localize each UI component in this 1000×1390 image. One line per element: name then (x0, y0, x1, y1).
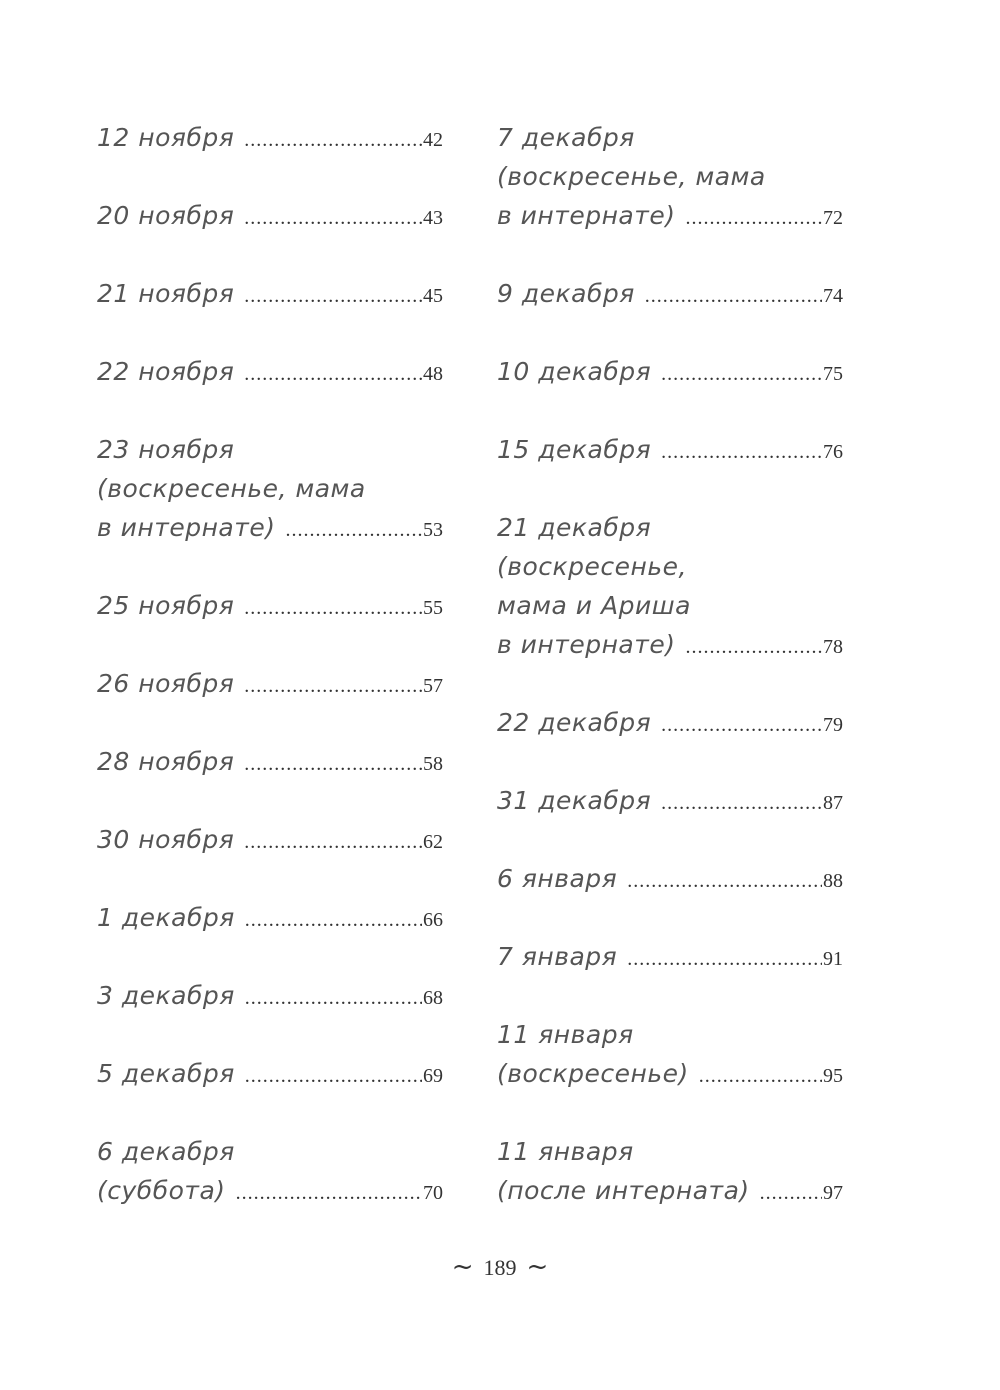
toc-entry-title: 21 ноября (97, 279, 235, 308)
toc-entry-line (497, 352, 843, 391)
toc-entry-title: в интернате) (97, 513, 276, 542)
dot-leader (245, 901, 422, 940)
toc-entry-line (97, 1132, 443, 1171)
toc-entry-page-number: 45 (423, 285, 443, 307)
dot-leader (645, 277, 822, 316)
folio-left-ornament: ~ (451, 1252, 474, 1282)
toc-entry-page-number: 57 (423, 675, 443, 697)
page-number-footer (0, 1252, 1000, 1282)
dot-leader (244, 667, 422, 706)
toc-entry-page-number: 79 (823, 714, 843, 736)
toc-entry-title: (после интерната) (497, 1176, 750, 1205)
dot-leader (244, 199, 422, 238)
toc-entry-title: 5 декабря (97, 1059, 235, 1088)
toc-entry-title: 6 декабря (97, 1137, 235, 1166)
toc-entry-page-number: 43 (423, 207, 443, 229)
dot-leader (699, 1057, 822, 1096)
toc-entry-title: 11 января (497, 1020, 634, 1049)
toc-entry-line (497, 1171, 843, 1210)
toc-entry[interactable] (497, 274, 843, 313)
toc-entry-page-number: 97 (823, 1182, 843, 1204)
toc-entry-line (497, 781, 843, 820)
toc-entry-title: 20 ноября (97, 201, 235, 230)
dot-leader (627, 862, 822, 901)
toc-entry-title: 28 ноября (97, 747, 235, 776)
toc-entry[interactable] (97, 352, 443, 391)
dot-leader (244, 745, 422, 784)
toc-entry[interactable] (97, 586, 443, 625)
dot-leader (244, 823, 422, 862)
toc-entry[interactable] (97, 274, 443, 313)
toc-entry-line (497, 1054, 843, 1093)
toc-entry-line (97, 820, 443, 859)
toc-entry[interactable] (497, 859, 843, 898)
toc-entry-title: 1 декабря (97, 903, 235, 932)
toc-entry[interactable] (97, 976, 443, 1015)
toc-entry-title: 7 декабря (497, 123, 635, 152)
toc-entry-line (97, 976, 443, 1015)
toc-entry-page-number: 66 (423, 909, 443, 931)
toc-entry-line (97, 586, 443, 625)
toc-entry[interactable] (497, 703, 843, 742)
dot-leader (244, 277, 422, 316)
dot-leader (661, 706, 822, 745)
toc-entry-page-number: 70 (423, 1182, 443, 1204)
toc-entry-line (497, 118, 843, 157)
toc-entry[interactable] (97, 118, 443, 157)
toc-entry-title: мама и Ариша (497, 591, 691, 620)
toc-entry-line (497, 1132, 843, 1171)
toc-entry-page-number: 88 (823, 870, 843, 892)
toc-entry[interactable] (497, 1132, 843, 1210)
toc-entry-title: 6 января (497, 864, 618, 893)
toc-entry[interactable] (497, 118, 843, 235)
toc-entry-page-number: 42 (423, 129, 443, 151)
toc-entry-title: в интернате) (497, 630, 676, 659)
toc-entry-title: 9 декабря (497, 279, 635, 308)
toc-entry-page-number: 48 (423, 363, 443, 385)
toc-entry-title: 26 ноября (97, 669, 235, 698)
toc-entry-line (97, 274, 443, 313)
dot-leader (627, 940, 822, 979)
toc-entry-title: 11 января (497, 1137, 634, 1166)
toc-entry[interactable] (497, 352, 843, 391)
dot-leader (661, 784, 822, 823)
toc-entry-title: (воскресенье) (497, 1059, 689, 1088)
toc-entry[interactable] (97, 1132, 443, 1210)
toc-entry[interactable] (97, 196, 443, 235)
dot-leader (661, 355, 822, 394)
toc-entry-line (497, 625, 843, 664)
toc-entry-title: 3 декабря (97, 981, 235, 1010)
toc-entry-line (97, 1054, 443, 1093)
toc-entry-title: (воскресенье, мама (97, 474, 366, 503)
toc-entry-line (497, 937, 843, 976)
toc-entry-line (497, 859, 843, 898)
toc-entry-line (97, 118, 443, 157)
toc-entry-page-number: 87 (823, 792, 843, 814)
toc-entry-line (97, 196, 443, 235)
toc-entry-title: 10 декабря (497, 357, 652, 386)
dot-leader (244, 589, 422, 628)
toc-entry-line (97, 742, 443, 781)
toc-entry-title: 12 ноября (97, 123, 235, 152)
dot-leader (661, 433, 822, 472)
toc-entry-line (97, 898, 443, 937)
dot-leader (245, 1057, 422, 1096)
toc-entry-page-number: 58 (423, 753, 443, 775)
toc-left-column (97, 118, 443, 1249)
toc-entry-line (497, 274, 843, 313)
toc-entry-line (97, 1171, 443, 1210)
toc-entry[interactable] (97, 820, 443, 859)
toc-entry-line (497, 508, 843, 547)
dot-leader (685, 199, 822, 238)
toc-entry-line (97, 430, 443, 469)
toc-entry[interactable] (497, 937, 843, 976)
dot-leader (760, 1174, 822, 1213)
toc-entry[interactable] (97, 1054, 443, 1093)
toc-entry-page-number: 76 (823, 441, 843, 463)
toc-entry-page-number: 95 (823, 1065, 843, 1087)
toc-entry-page-number: 68 (423, 987, 443, 1009)
toc-entry-line (497, 430, 843, 469)
toc-entry-page-number: 78 (823, 636, 843, 658)
toc-entry-title: в интернате) (497, 201, 676, 230)
toc-entry-title: (воскресенье, (497, 552, 687, 581)
toc-entry-title: 25 ноября (97, 591, 235, 620)
toc-entry-title: 30 ноября (97, 825, 235, 854)
dot-leader (236, 1174, 422, 1213)
toc-right-column (497, 118, 843, 1249)
toc-entry-title: (воскресенье, мама (497, 162, 766, 191)
toc-entry-line (497, 586, 843, 625)
toc-entry-title: 21 декабря (497, 513, 652, 542)
dot-leader (685, 628, 822, 667)
toc-entry-title: 7 января (497, 942, 618, 971)
toc-entry[interactable] (97, 664, 443, 703)
toc-entry-line (497, 547, 843, 586)
toc-entry-page-number: 74 (823, 285, 843, 307)
toc-entry-title: 15 декабря (497, 435, 652, 464)
toc-entry-page-number: 69 (423, 1065, 443, 1087)
toc-entry-line (497, 1015, 843, 1054)
dot-leader (244, 355, 422, 394)
toc-entry[interactable] (97, 742, 443, 781)
dot-leader (285, 511, 422, 550)
toc-entry-line (97, 352, 443, 391)
toc-entry-page-number: 62 (423, 831, 443, 853)
toc-entry-line (497, 703, 843, 742)
folio-right-ornament: ~ (526, 1252, 549, 1282)
toc-entry-page-number: 75 (823, 363, 843, 385)
dot-leader (245, 979, 422, 1018)
toc-entry-title: 23 ноября (97, 435, 235, 464)
dot-leader (244, 121, 422, 160)
toc-entry-page-number: 91 (823, 948, 843, 970)
toc-entry[interactable] (97, 430, 443, 547)
toc-entry-page-number: 53 (423, 519, 443, 541)
toc-entry-line (497, 196, 843, 235)
toc-entry-title: 22 декабря (497, 708, 652, 737)
toc-entry-line (97, 508, 443, 547)
toc-entry-page-number: 55 (423, 597, 443, 619)
toc-entry[interactable] (497, 1015, 843, 1093)
toc-entry-line (97, 664, 443, 703)
toc-entry[interactable] (497, 781, 843, 820)
toc-entry[interactable] (97, 898, 443, 937)
toc-entry-line (497, 157, 843, 196)
toc-entry-line (97, 469, 443, 508)
toc-entry-title: 31 декабря (497, 786, 652, 815)
page-number: 189 (483, 1255, 517, 1280)
toc-entry-title: 22 ноября (97, 357, 235, 386)
toc-entry[interactable] (497, 508, 843, 664)
toc-entry-page-number: 72 (823, 207, 843, 229)
toc-entry-title: (суббота) (97, 1176, 226, 1205)
toc-entry[interactable] (497, 430, 843, 469)
